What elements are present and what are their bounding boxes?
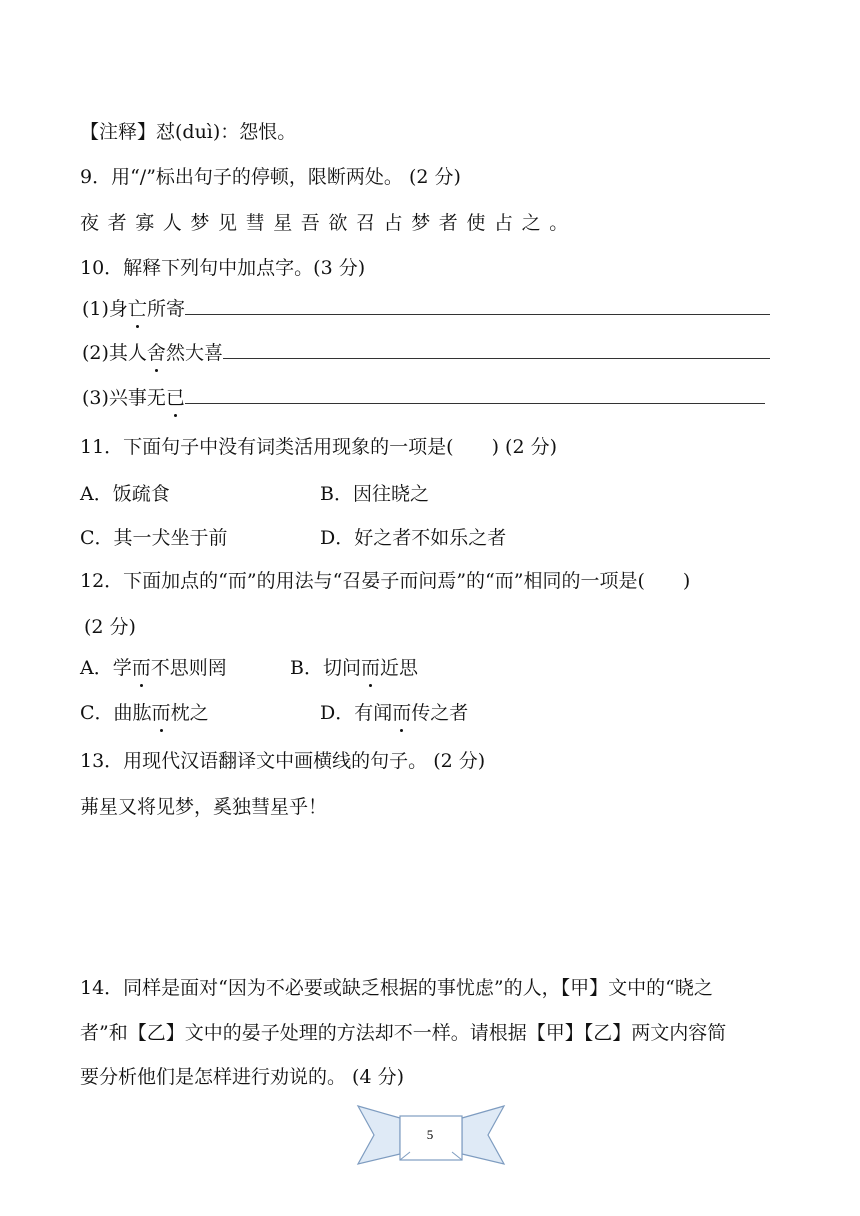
dotted-character: 而 (132, 653, 151, 680)
question-10-stem: 10．解释下列句中加点字。(3 分) (80, 257, 366, 279)
question-13-stem: 13．用现代汉语翻译文中画横线的句子。 (2 分) (80, 750, 486, 772)
item-prefix: (1)身 (82, 298, 128, 320)
dotted-character: 而 (152, 698, 171, 725)
question-12-option-a[interactable] (80, 653, 227, 680)
dotted-character: 亡 (128, 294, 147, 321)
option-prefix: B．切问 (290, 657, 361, 679)
question-12-stem: 12．下面加点的“而”的用法与“召晏子而问焉”的“而”相同的一项是( ) (80, 570, 691, 592)
dotted-character: 舍 (147, 338, 166, 365)
option-suffix: 不思则罔 (150, 657, 227, 679)
annotation-note: 【注释】怼(duì)：怨恨。 (80, 121, 297, 143)
question-11-option-b[interactable]: B．因往晓之 (320, 483, 429, 505)
question-12-option-d[interactable] (320, 698, 468, 725)
question-11-option-d[interactable]: D．好之者不如乐之者 (320, 527, 507, 549)
answer-blank[interactable] (185, 385, 765, 404)
question-11-option-a[interactable]: A．饭疏食 (80, 483, 170, 505)
question-14-line-1: 14．同样是面对“因为不必要或缺乏根据的事忧虑”的人，【甲】文中的“晓之 (80, 977, 713, 999)
item-suffix: 然大喜 (165, 342, 223, 364)
question-11-stem: 11．下面句子中没有词类活用现象的一项是( ) (2 分) (80, 436, 557, 458)
option-prefix: D．有闻 (320, 702, 393, 724)
question-10-item-2 (82, 338, 770, 365)
question-11-option-c[interactable]: C．其一犬坐于前 (80, 527, 228, 549)
item-prefix: (3)兴事无 (82, 387, 166, 409)
option-suffix: 传之者 (411, 702, 469, 724)
item-prefix: (2)其人 (82, 342, 147, 364)
question-12-score: (2 分) (84, 616, 136, 638)
option-suffix: 枕之 (170, 702, 209, 724)
page-number: 5 (426, 1127, 434, 1142)
question-14-line-2: 者”和【乙】文中的晏子处理的方法却不一样。请根据【甲】【乙】两文内容简 (80, 1022, 727, 1044)
option-suffix: 近思 (379, 657, 418, 679)
question-10-item-3 (82, 383, 765, 410)
dotted-character: 而 (392, 698, 411, 725)
dotted-character: 已 (166, 383, 185, 410)
question-12-option-b[interactable] (290, 653, 418, 680)
option-prefix: C．曲肱 (80, 702, 152, 724)
question-13-sentence: 茀星又将见梦，奚独彗星乎！ (80, 796, 328, 818)
item-suffix: 所寄 (146, 298, 185, 320)
dotted-character: 而 (361, 653, 380, 680)
question-14-line-3: 要分析他们是怎样进行劝说的。 (4 分) (80, 1066, 404, 1088)
question-12-option-c[interactable] (80, 698, 209, 725)
answer-blank[interactable] (185, 296, 770, 315)
question-10-item-1 (82, 294, 770, 321)
question-9-sentence: 夜者寡人梦见彗星吾欲召占梦者使占之。 (80, 212, 577, 234)
answer-blank[interactable] (223, 340, 770, 359)
option-prefix: A．学 (80, 657, 132, 679)
question-9-stem: 9．用“/”标出句子的停顿，限断两处。 (2 分) (80, 166, 461, 188)
